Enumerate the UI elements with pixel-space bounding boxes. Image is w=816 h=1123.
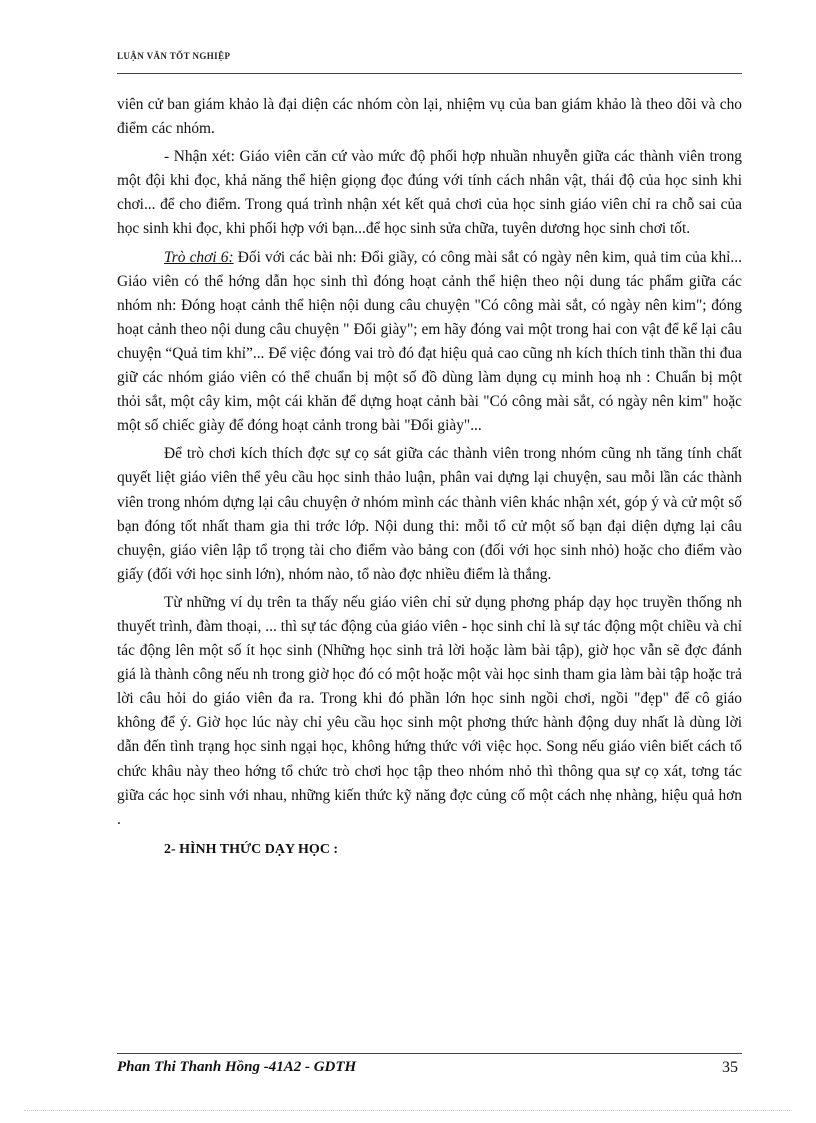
page-edge-divider [24, 1110, 792, 1111]
footer-rule [117, 1053, 742, 1054]
game-6-text: Đối với các bài nh: Đổi giầy, có công mài sắt có ngày nên kim, quả tim của khỉ... Giáo viên có thể hớng dẫn học sinh thì đóng hoạt cảnh thể hiện theo nội dung tác phẩm giữa các nhóm nh: Đóng hoạt cảnh thể hiện nội dung câu chuyện "Có công mài sắt, có ngày nên kim"; đóng hoạt cảnh theo nội dung câu chuyện " Đổi giày"; em hãy đóng vai một trong hai con vật để kể lại câu chuyện “Quả tim khỉ”... Để việc đóng vai trò đó đạt hiệu quả cao cũng nh kích thích tinh thần thi đua giữ các nhóm giáo viên có thể chuẩn bị một số đồ dùng làm dụng cụ minh hoạ nh : Chuẩn bị một thỏi sắt, một cây kim, một cái khăn để dựng hoạt cảnh bài "Có công mài sắt, có ngày nên kim" hoặc một số chiếc giày để đóng hoạt cảnh trong bài "Đổi giày"... [117, 248, 742, 435]
paragraph-competition: Để trò chơi kích thích đợc sự cọ sát giữa các thành viên trong nhóm cũng nh tăng tính chất quyết liệt giáo viên thể yêu cầu học sinh thảo luận, phân vai dựng lại chuyện, sau mỗi lần các thành viên trong nhóm dựng lại câu chuyện ở nhóm mình các thành viên khác nhận xét, góp ý và cử một số bạn đóng tốt nhất tham gia thi trớc lớp. Nội dung thi: mỗi tổ cử một số bạn đại diện dựng lại câu chuyện, giáo viên lập tổ trọng tài cho điểm vào bảng con (đối với học sinh nhỏ) hoặc cho điểm vào giấy (đối với học sinh lớn), nhóm nào, tổ nào đợc nhiều điểm là thắng. [117, 445, 742, 583]
paragraph-conclusion: Từ những ví dụ trên ta thấy nếu giáo viên chỉ sử dụng phơng pháp dạy học truyền thống nh thuyết trình, đàm thoại, ... thì sự tác động của giáo viên - học sinh chỉ là sự tác động một chiều và chỉ tác động lên một số ít học sinh (Những học sinh trả lời hoặc làm bài tập), giờ học vẫn sẽ đợc đánh giá là thành công nếu nh trong giờ học đó có một hoặc một vài học sinh tham gia làm bài tập hoặc trả lời câu hỏi do giáo viên đa ra. Trong khi đó phần lớn học sinh ngồi chơi, ngồi "đẹp" để cô giáo không để ý. Giờ học lúc này chỉ yêu cầu học sinh một phơng thức hành động duy nhất là dùng lời dẫn đến tình trạng học sinh ngại học, không hứng thức với việc học. Song nếu giáo viên biết cách tổ chức khâu này theo hớng tổ chức trò chơi học tập theo nhóm nhỏ thì thông qua sự cọ xát, tơng tác giữa các học sinh với nhau, những kiến thức kỹ năng đợc củng cố một cách nhẹ nhàng, hiệu quả hơn . [117, 593, 742, 828]
paragraph-continuation: viên cử ban giám khảo là đại diện các nhóm còn lại, nhiệm vụ của ban giám khảo là theo dõi và cho điểm các nhóm. [117, 96, 742, 138]
paragraph-evaluation: - Nhận xét: Giáo viên căn cứ vào mức độ phối hợp nhuần nhuyễn giữa các thành viên trong một đội khi đọc, khả năng thể hiện giọng đọc đúng với tính cách nhân vật, thái độ của học sinh khi chơi... để cho điểm. Trong quá trình nhận xét kết quả chơi của học sinh giáo viên chỉ ra chỗ sai của học sinh khi đọc, khi phối hợp với bạn...để học sinh sửa chữa, tuyên dương học sinh chơi tốt. [117, 148, 742, 238]
header-rule [117, 73, 742, 74]
running-header: LUẬN VĂN TỐT NGHIỆP [117, 51, 231, 61]
game-label: Trò chơi 6: [164, 248, 234, 266]
paragraph-game-6 [117, 246, 742, 439]
footer-author: Phan Thi Thanh Hồng -41A2 - GDTH [117, 1059, 357, 1075]
page-number: 35 [722, 1059, 738, 1076]
section-heading: 2- HÌNH THỨC DẠY HỌC : [164, 841, 339, 857]
document-body [117, 93, 742, 866]
